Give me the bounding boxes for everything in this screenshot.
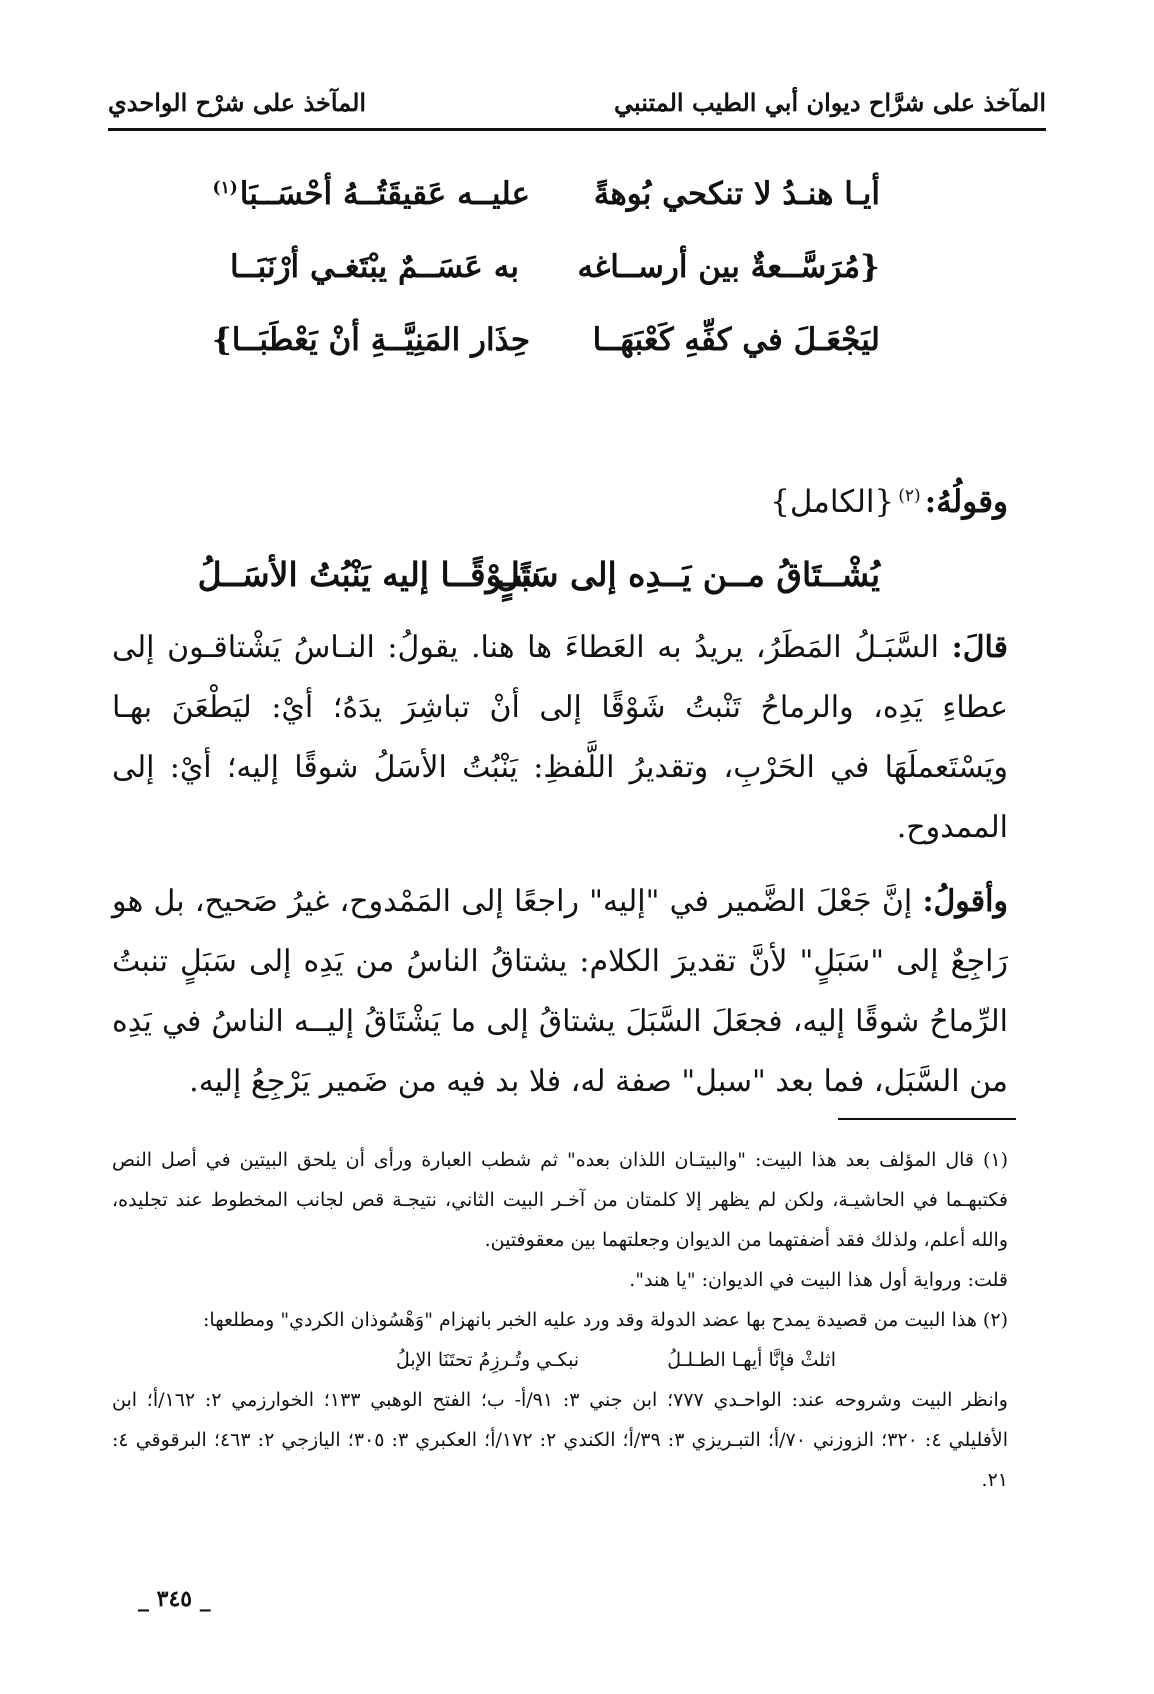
poem-first-hemistich: {مُرَسَّــعةٌ بين أرســاغه: [577, 249, 880, 285]
featured-verse: [197, 555, 880, 605]
verse-first-hemistich: يُشْــتَاقُ مــن يَــدِه إلى سَبَلٍ: [495, 555, 880, 594]
aqulu-lead: وأقولُ:: [922, 884, 1008, 919]
running-header: [108, 88, 1046, 128]
aqulu-text: إنَّ جَعْلَ الضَّمير في "إليه" راجعًا إلى المَمْدوح، غيرُ صَحيح، بل هو رَاجِعٌ إلى "سَبَلٍ" لأنَّ تقديرَ الكلام: يشتاقُ الناسُ من يَدِه إلى سَبَلٍ تنبتُ الرِّماحُ شوقًا إليه، فجعَلَ السَّبَلَ يشتاقُ إلى ما يَشْتَاقُ إليــه الناسُ في يَدِه من السَّبَل، فما بعد "سبل" صفة له، فلا بد فيه من ضَمير يَرْجِعُ إليه.: [112, 884, 1008, 1099]
footnote-divider: [838, 1118, 1016, 1120]
qala-text: السَّبَـلُ المَطَرُ، يريدُ به العَطاءَ ها هنا. يقولُ: النـاسُ يَشْتاقـون إلى عطاءِ يَدِه، والرماحُ تَنْبتُ شَوْقًا إلى أنْ تباشِرَ يدَهُ؛ أيْ: ليَطْعَنَ بهـا ويَسْتَعملَهَا في الحَرْبِ، وتقديرُ اللَّفظِ: يَنْبُتُ الأسَلُ شوقًا إليه؛ أيْ: إلى الممدوح.: [112, 630, 1008, 845]
poem-second-hemistich: به عَسَــمٌ يبْتَغـي أرْنَبَــا: [230, 249, 519, 285]
book-title: المآخذ على شرَّاح ديوان أبي الطيب المتنبي: [614, 88, 1046, 117]
poem-line: [230, 249, 880, 322]
poem-line: [211, 322, 880, 395]
poem-second-hemistich-text: عليــه عَقيقَتُــهُ أحْسَــبَا: [239, 176, 530, 212]
footnote-2-references: وانظر البيت وشروحه عند: الواحـدي ٧٧٧؛ ابن جني ٣: ٩١/أ- ب؛ الفتح الوهبي ١٣٣؛ الخوارزمي ٢: ١٦٢/أ؛ ابن الأفليلي ٤: ٣٢٠؛ الزوزني ٧٠/أ؛ التبـريزي ٣: ٣٩/أ؛ الكندي ٢: ١٧٢/أ؛ العكبري ٣: ٣٠٥؛ اليازجي ٢: ٤٦٣؛ البرقوقي ٤: ٢١.: [112, 1389, 1008, 1491]
footnote-1: (١) قال المؤلف بعد هذا البيت: "والبيتـان اللذان بعده" ثم شطب العبارة ورأى أن يلحق البيتين في أصل النص فكتبهـما في الحاشيـة، ولكن لم يظهر إلا كلمتان من آخـر البيت الثاني، نتيجـة قص لجانب المخطوط عند تجليده، والله أعلم، ولذلك فقد أضفتهما من الديوان وجعلتهما بين معقوفتين.: [112, 1149, 1008, 1251]
section-heading: [770, 484, 1008, 520]
poem-block: [211, 176, 880, 395]
verse-second-hemistich: شَـوْقًــا إليه يَنْبُتُ الأسَــلُ: [197, 555, 540, 594]
footnote-1-extra: قلت: ورواية أول هذا البيت في الديوان: "يا هند".: [629, 1269, 1008, 1291]
commentary-paragraph: [112, 618, 1008, 858]
footnote-verse: [316, 1340, 836, 1380]
commentary-paragraph: [112, 872, 1008, 1112]
poem-first-hemistich: ليَجْعَـلَ في كفِّهِ كَعْبَهَــا: [592, 322, 880, 358]
footnote-2: (٢) هذا البيت من قصيدة يمدح بها عضد الدولة وقد ورد عليه الخبر بانهزام "وَهْسُوذان الكردي" ومطلعها:: [203, 1309, 1008, 1331]
page-number: _ ٣٤٥ _: [138, 1586, 211, 1612]
footnote-reference: (١): [212, 177, 238, 198]
footnotes-block: [112, 1140, 1008, 1500]
qala-lead: قالَ:: [951, 630, 1008, 665]
poem-first-hemistich: أيـا هنـدُ لا تنكحي بُوهةً: [593, 176, 880, 212]
meter-label: {الكامل}: [770, 484, 895, 520]
poem-line: [212, 176, 880, 249]
commentary-body: [112, 618, 1008, 1112]
poem-second-hemistich: [212, 176, 530, 212]
header-rule: [108, 128, 1046, 131]
footnote-verse-second: نبكـي وتُـرزِمُ تحتَنَا الإبلُ: [396, 1349, 580, 1371]
poem-second-hemistich: حِذَار المَنِيَّــةِ أنْ يَعْطَبَــا}: [211, 322, 530, 358]
footnote-verse-first: اثلثْ فإنَّا أيهـا الطـلـلُ: [667, 1349, 836, 1371]
chapter-title: المآخذ على شرْح الواحدي: [108, 88, 367, 117]
section-heading-word: وقولُهُ:: [924, 484, 1008, 520]
footnote-reference: (٢): [898, 485, 921, 506]
